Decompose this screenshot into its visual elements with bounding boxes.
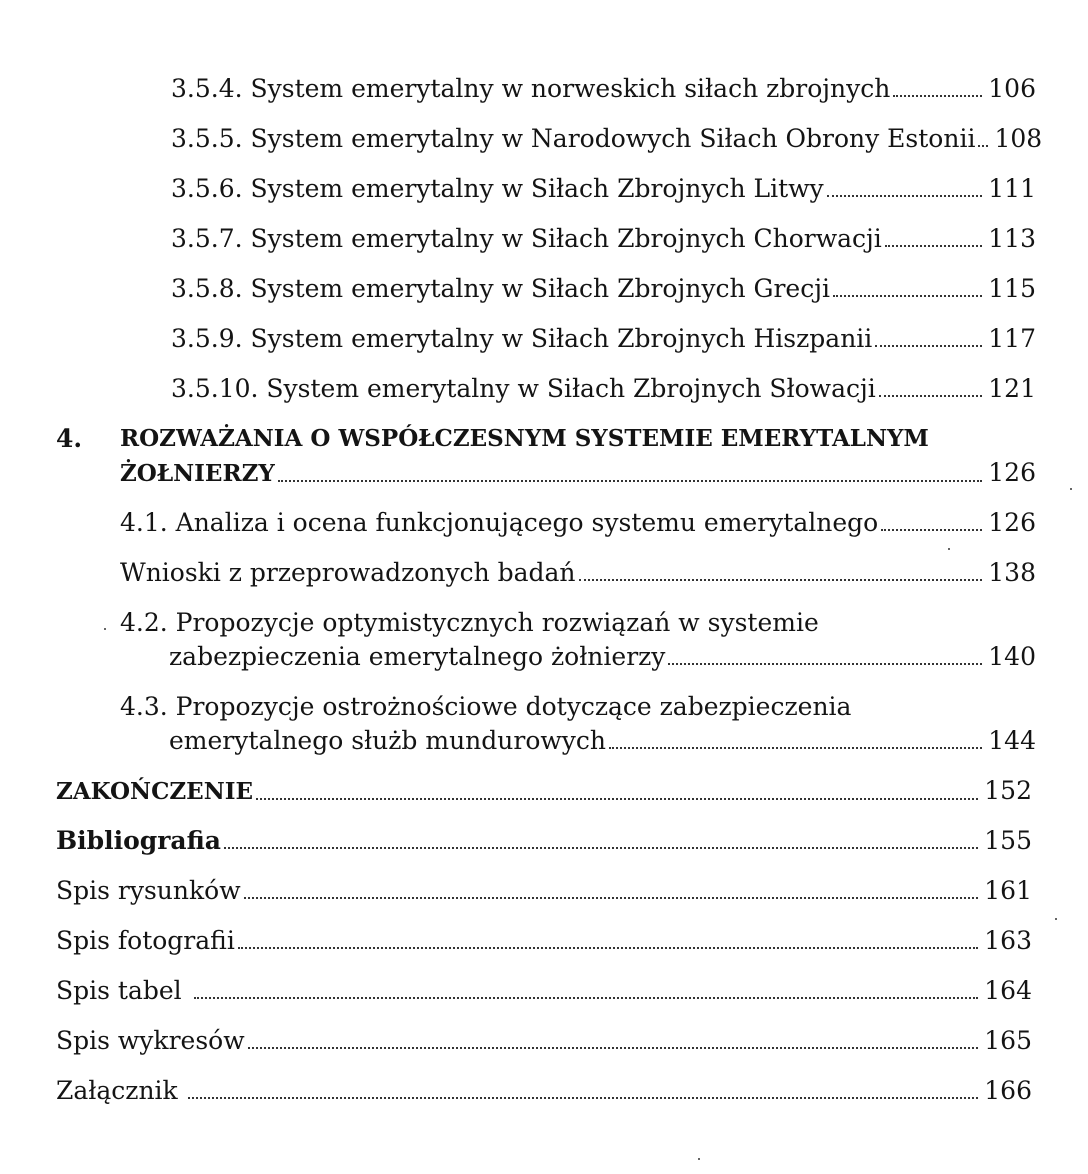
dot-leader [893,95,982,97]
toc-entry-spis-wykresow[interactable] [56,1026,1032,1056]
dot-leader [194,997,979,999]
toc-entry-spis-fotografii[interactable] [56,926,1032,956]
scan-speck [698,1158,700,1160]
toc-entry-label: Bibliografia [56,826,222,855]
toc-entry-page: 117 [988,324,1036,353]
dot-leader [609,747,982,749]
toc-entry-3-5-10[interactable] [171,374,1036,404]
chapter-4-title-line2: ŻOŁNIERZY [120,460,275,487]
toc-entry-page: 108 [994,124,1043,153]
dot-leader [885,245,983,247]
toc-entry-label: 3.5.8. System emerytalny w Siłach Zbrojnych Grecji [171,274,830,303]
toc-entry-spis-tabel[interactable] [56,976,1032,1006]
dot-leader [248,1047,979,1049]
toc-entry-label: 4.1. Analiza i ocena funkcjonującego systemu emerytalnego [120,508,879,537]
toc-entry-page: 161 [984,876,1032,905]
toc-entry-page: 140 [988,642,1036,671]
toc-entry-label: zabezpieczenia emerytalnego żołnierzy [169,642,666,671]
toc-entry-3-5-5[interactable] [171,124,1043,154]
toc-entry-3-5-6[interactable] [171,174,1036,204]
toc-entry-page: 165 [984,1026,1032,1055]
dot-leader [244,897,979,899]
toc-entry-label: 3.5.9. System emerytalny w Siłach Zbrojnych Hiszpanii [171,324,873,353]
toc-entry-zakonczenie[interactable] [56,776,1032,807]
toc-entry-page: 163 [984,926,1032,955]
toc-entry-page: 121 [988,374,1036,403]
toc-entry-label: 3.5.6. System emerytalny w Siłach Zbrojnych Litwy [171,174,824,203]
dot-leader [879,395,983,397]
dot-leader [978,145,988,147]
toc-entry-page: 144 [988,726,1036,755]
toc-entry-label: emerytalnego służb mundurowych [169,726,607,755]
dot-leader [668,663,982,665]
toc-entry-page: 106 [988,74,1036,103]
dot-leader [833,295,982,297]
toc-entry-3-5-7[interactable] [171,224,1036,254]
toc-entry-bibliografia[interactable] [56,826,1032,856]
toc-entry-4-2-line1[interactable]: 4.2. Propozycje optymistycznych rozwiązań w systemie [120,608,819,637]
toc-entry-wnioski[interactable] [120,558,1036,588]
toc-entry-3-5-9[interactable] [171,324,1036,354]
toc-entry-label: Spis wykresów [56,1026,245,1055]
scan-speck [948,548,950,550]
chapter-4-title-line1[interactable]: ROZWAŻANIA O WSPÓŁCZESNYM SYSTEMIE EMERYTALNYM [120,425,929,452]
dot-leader [188,1097,979,1099]
toc-entry-label: Spis tabel [56,976,182,1005]
toc-entry-spis-rysunkow[interactable] [56,876,1032,906]
toc-entry-label: 3.5.10. System emerytalny w Siłach Zbrojnych Słowacji [171,374,876,403]
toc-entry-label: Spis fotografii [56,926,235,955]
dot-leader [224,847,978,849]
toc-entry-label: Załącznik [56,1076,178,1105]
toc-entry-page: 152 [984,776,1032,805]
chapter-number: 4. [56,424,83,453]
toc-entry-page: 138 [988,558,1036,587]
toc-entry-4-3[interactable] [169,726,1036,756]
toc-entry-label: 3.5.5. System emerytalny w Narodowych Siłach Obrony Estonii [171,124,976,153]
toc-entry-label: 3.5.7. System emerytalny w Siłach Zbrojnych Chorwacji [171,224,882,253]
toc-entry-page: 126 [988,508,1036,537]
toc-entry-page: 155 [984,826,1032,855]
toc-entry-3-5-8[interactable] [171,274,1036,304]
toc-entry-page: 166 [984,1076,1032,1105]
toc-entry-4-2[interactable] [169,642,1036,672]
dot-leader [278,480,982,482]
toc-entry-label: ZAKOŃCZENIE [56,778,254,805]
toc-entry-3-5-4[interactable] [171,74,1036,104]
toc-entry-page: 126 [988,458,1036,487]
dot-leader [238,947,978,949]
toc-entry-chapter-4[interactable] [120,458,1036,489]
dot-leader [827,195,983,197]
dot-leader [881,529,982,531]
toc-entry-page: 115 [988,274,1036,303]
toc-entry-4-1[interactable] [120,508,1036,538]
scan-speck [104,628,106,630]
toc-entry-page: 111 [988,174,1036,203]
toc-entry-label: Spis rysunków [56,876,241,905]
toc-entry-label: Wnioski z przeprowadzonych badań [120,558,576,587]
dot-leader [875,345,982,347]
dot-leader [256,798,978,800]
toc-entry-page: 164 [984,976,1032,1005]
toc-entry-4-3-line1[interactable]: 4.3. Propozycje ostrożnościowe dotyczące zabezpieczenia [120,692,852,721]
dot-leader [579,579,983,581]
toc-entry-label: 3.5.4. System emerytalny w norweskich siłach zbrojnych [171,74,891,103]
toc-entry-page: 113 [988,224,1036,253]
scan-speck [1055,918,1057,920]
toc-entry-zalacznik[interactable] [56,1076,1032,1106]
scan-speck [1070,488,1072,490]
